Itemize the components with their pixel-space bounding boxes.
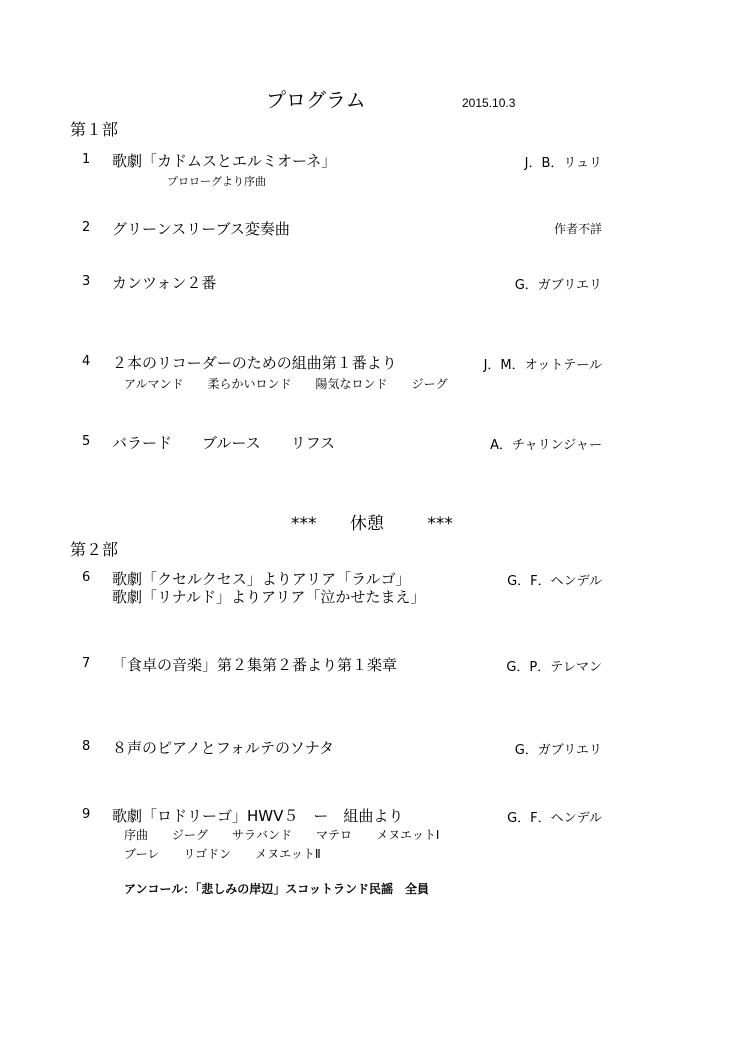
item-composer: G．F．ヘンデル [507,574,602,589]
item-number: 4 [82,354,91,369]
item-number: 1 [82,152,91,167]
item-title: バラード ブルース リフス [112,434,336,452]
item-subtitle: プロローグより序曲 [167,175,266,188]
encore-note: アンコール：「悲しみの岸辺」スコットランド民謡 全員 [124,882,430,896]
movement: メヌエットⅠ [376,828,440,842]
part1-heading: 第１部 [70,120,119,139]
item-title: ８声のピアノとフォルテのソナタ [112,739,335,757]
part2-heading: 第２部 [70,540,119,559]
movement: 柔らかいロンド [207,377,292,391]
item-title-2: 歌劇「リナルド」よりアリア「泣かせたまえ」 [112,588,426,606]
item-number: 3 [82,274,91,289]
item-title: グリーンスリーブス変奏曲 [112,220,290,238]
intermission [291,509,453,534]
item-composer: G．P．テレマン [506,660,602,675]
movement: アルマンド [124,377,184,391]
movement: ジーグ [411,377,448,391]
item-title: 歌劇「クセルクセス」よりアリア「ラルゴ」 [112,570,411,588]
movement-list [124,826,439,843]
stars-left: *** [291,514,317,534]
movement: リゴドン [183,847,232,861]
movement: ブーレ [124,847,160,861]
item-number: 5 [82,434,91,449]
stars-right: *** [427,514,453,534]
movement: メヌエットⅡ [255,847,321,861]
item-title: ２本のリコーダーのための組曲第１番より [112,354,397,372]
movement: 陽気なロンド [315,377,388,391]
movement: ジーグ [172,828,209,842]
item-number: 2 [82,220,91,235]
movement: 序曲 [124,828,149,842]
item-composer: G．ガブリエリ [514,278,602,293]
item-composer: J．B．リュリ [524,156,602,171]
item-number: 7 [82,656,91,671]
program-date: 2015.10.3 [462,96,516,110]
item-title: 「食卓の音楽」第２集第２番より第１楽章 [112,656,398,674]
item-title: 歌劇「ロドリーゴ」HWV５ ー 組曲より [112,807,404,825]
movement: マテロ [316,828,353,842]
item-composer: J．M．オットテール [483,358,602,373]
item-number: 6 [82,570,91,585]
movement-list [124,845,321,862]
item-composer: 作者不詳 [553,222,602,236]
item-title: 歌劇「カドムスとエルミオーネ」 [112,152,337,170]
movement-list [124,375,448,392]
page-title: プログラム [266,88,366,112]
item-number: 8 [82,739,91,754]
item-composer: G．ガブリエリ [514,743,602,758]
item-number: 9 [82,807,91,822]
item-composer: A．チャリンジャー [490,438,602,453]
intermission-label: 休憩 [349,514,384,534]
movement: サラバンド [232,828,293,842]
item-title: カンツォン２番 [112,274,217,292]
item-composer: G．F．ヘンデル [507,811,602,826]
